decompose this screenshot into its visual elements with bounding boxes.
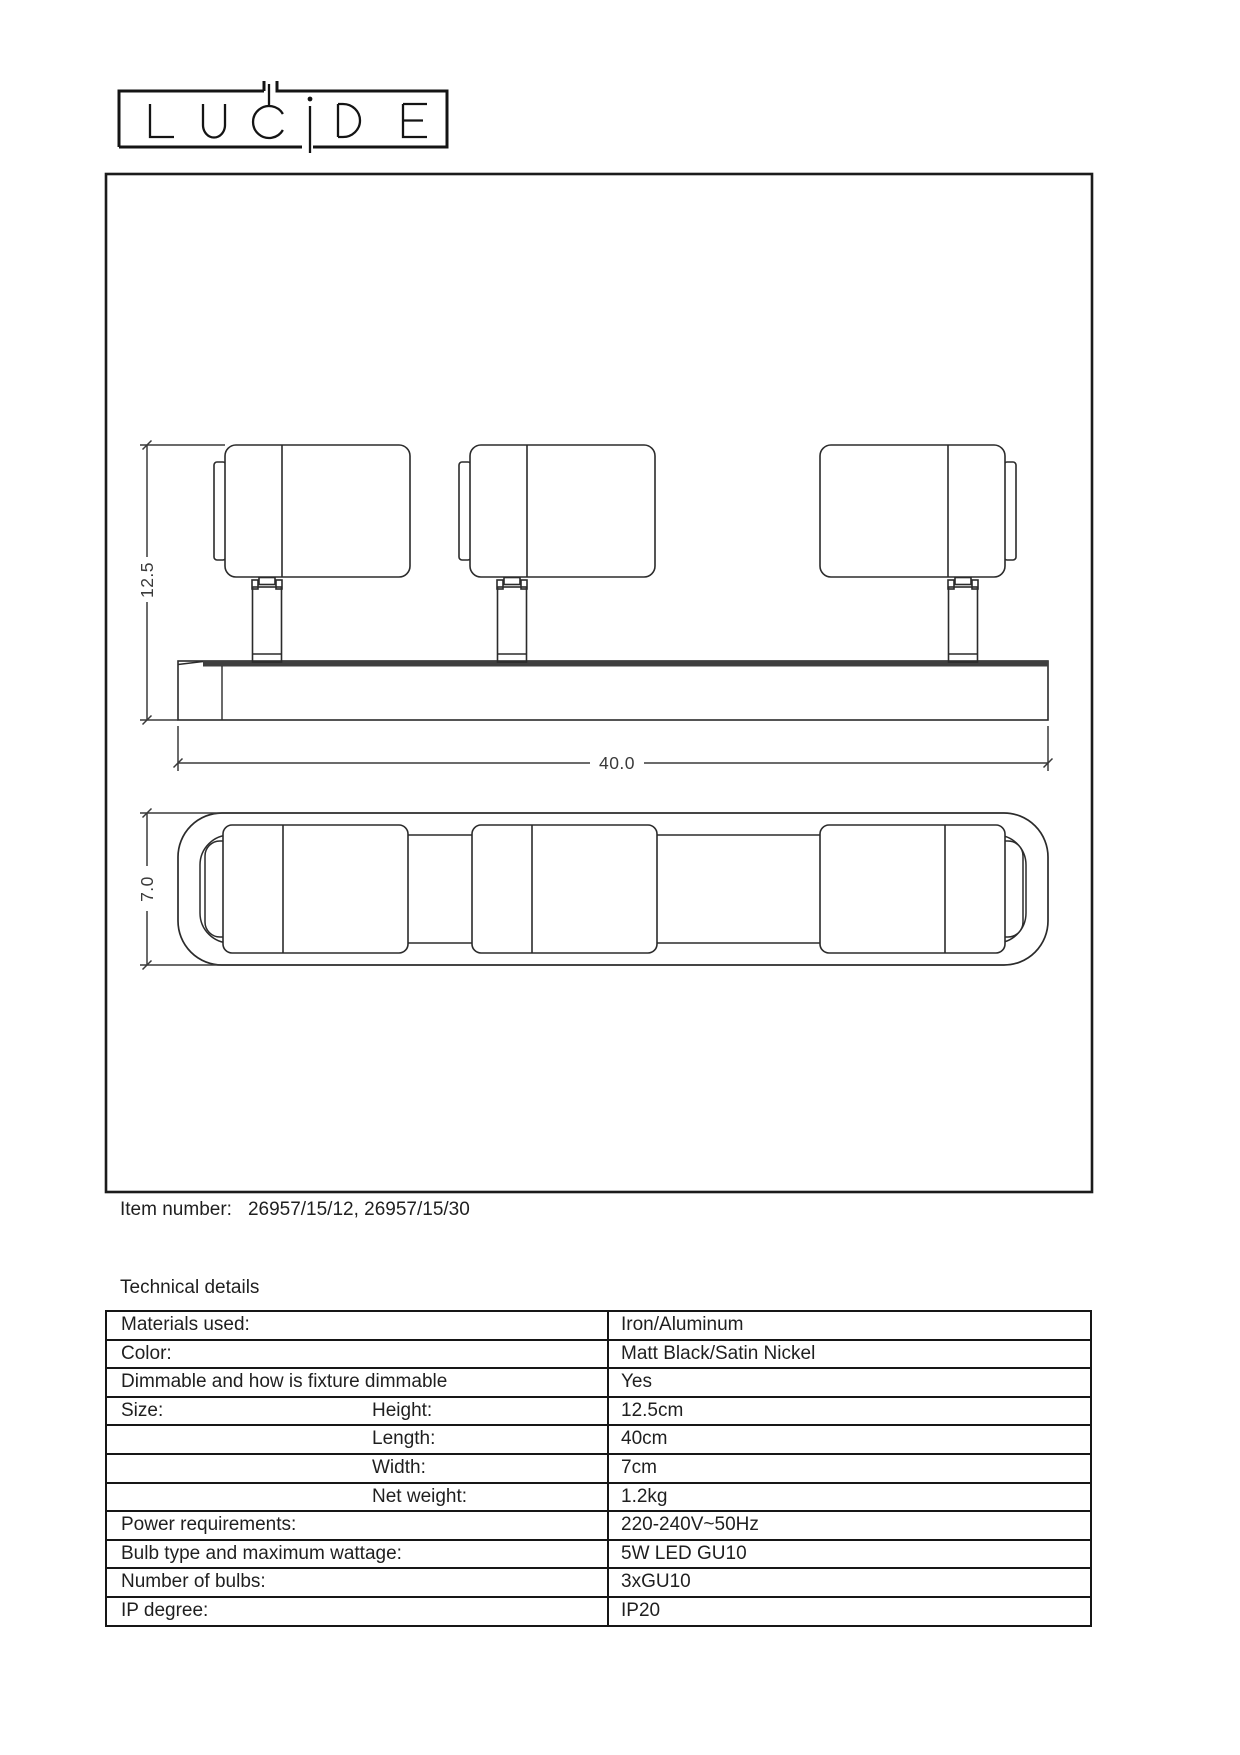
spot-top-1 xyxy=(223,825,408,953)
table-row xyxy=(107,1569,1090,1598)
spec-value: 1.2kg xyxy=(607,1484,1090,1511)
spot-head-3 xyxy=(820,445,1016,662)
spec-label: Materials used: xyxy=(121,1314,250,1335)
spec-value: 40cm xyxy=(607,1426,1090,1453)
table-row xyxy=(107,1541,1090,1570)
spec-value: Iron/Aluminum xyxy=(607,1312,1090,1339)
spec-label: Power requirements: xyxy=(121,1514,297,1536)
table-row xyxy=(107,1341,1090,1370)
table-row xyxy=(107,1598,1090,1625)
dim-length-label: 40.0 xyxy=(598,753,636,773)
spec-label xyxy=(107,1455,357,1482)
spec-value: 7cm xyxy=(607,1455,1090,1482)
spec-value: IP20 xyxy=(607,1598,1090,1625)
logo-letters xyxy=(150,84,427,153)
spec-label xyxy=(107,1426,357,1453)
item-number-label: Item number: xyxy=(120,1199,232,1220)
spec-sublabel xyxy=(357,1598,607,1625)
spec-sublabel xyxy=(357,1369,607,1396)
spec-sublabel: Length: xyxy=(372,1428,436,1450)
spec-sublabel: Net weight: xyxy=(372,1485,468,1507)
table-row xyxy=(107,1398,1090,1427)
spec-value: 220-240V~50Hz xyxy=(607,1512,1090,1539)
spot-top-3 xyxy=(820,825,1005,953)
spot-head-1 xyxy=(214,445,410,662)
spec-label: Dimmable and how is fixture dimmable xyxy=(121,1371,448,1393)
side-view xyxy=(137,441,1053,774)
lucide-logo xyxy=(119,81,447,153)
spec-sublabel xyxy=(357,1341,607,1368)
spec-value: 12.5cm xyxy=(607,1398,1090,1425)
spec-sublabel: Width: xyxy=(372,1456,426,1478)
logo-i-dot xyxy=(308,97,313,102)
spec-label: Color: xyxy=(121,1342,172,1364)
dim-width-label: 7.0 xyxy=(137,876,157,902)
spec-sublabel xyxy=(357,1541,607,1568)
spec-label: IP degree: xyxy=(121,1599,209,1621)
spec-value: Yes xyxy=(607,1369,1090,1396)
spec-sublabel xyxy=(357,1569,607,1596)
item-number-value: 26957/15/12, 26957/15/30 xyxy=(247,1199,470,1220)
table-row xyxy=(107,1512,1090,1541)
spec-label: Bulb type and maximum wattage: xyxy=(121,1542,402,1564)
spec-value: 3xGU10 xyxy=(607,1569,1090,1596)
table-row xyxy=(107,1484,1090,1513)
spec-value: 5W LED GU10 xyxy=(607,1541,1090,1568)
table-row xyxy=(107,1426,1090,1455)
table-row xyxy=(107,1312,1090,1341)
spec-sublabel xyxy=(357,1312,607,1339)
spec-value: Matt Black/Satin Nickel xyxy=(607,1341,1090,1368)
technical-details-table xyxy=(105,1310,1092,1627)
item-number-line xyxy=(120,1199,470,1221)
table-row xyxy=(107,1369,1090,1398)
dim-height-label: 12.5 xyxy=(137,561,157,599)
spec-label: Number of bulbs: xyxy=(121,1571,266,1593)
spec-sublabel xyxy=(357,1512,607,1539)
spec-label: Size: xyxy=(121,1399,164,1421)
spec-sublabel: Height: xyxy=(372,1399,433,1421)
spec-label xyxy=(107,1484,357,1511)
technical-details-heading: Technical details xyxy=(120,1277,260,1298)
spot-head-2 xyxy=(459,445,655,662)
table-row xyxy=(107,1455,1090,1484)
spot-top-2 xyxy=(472,825,657,953)
top-view xyxy=(137,809,1048,970)
mounting-bar xyxy=(178,661,1048,720)
